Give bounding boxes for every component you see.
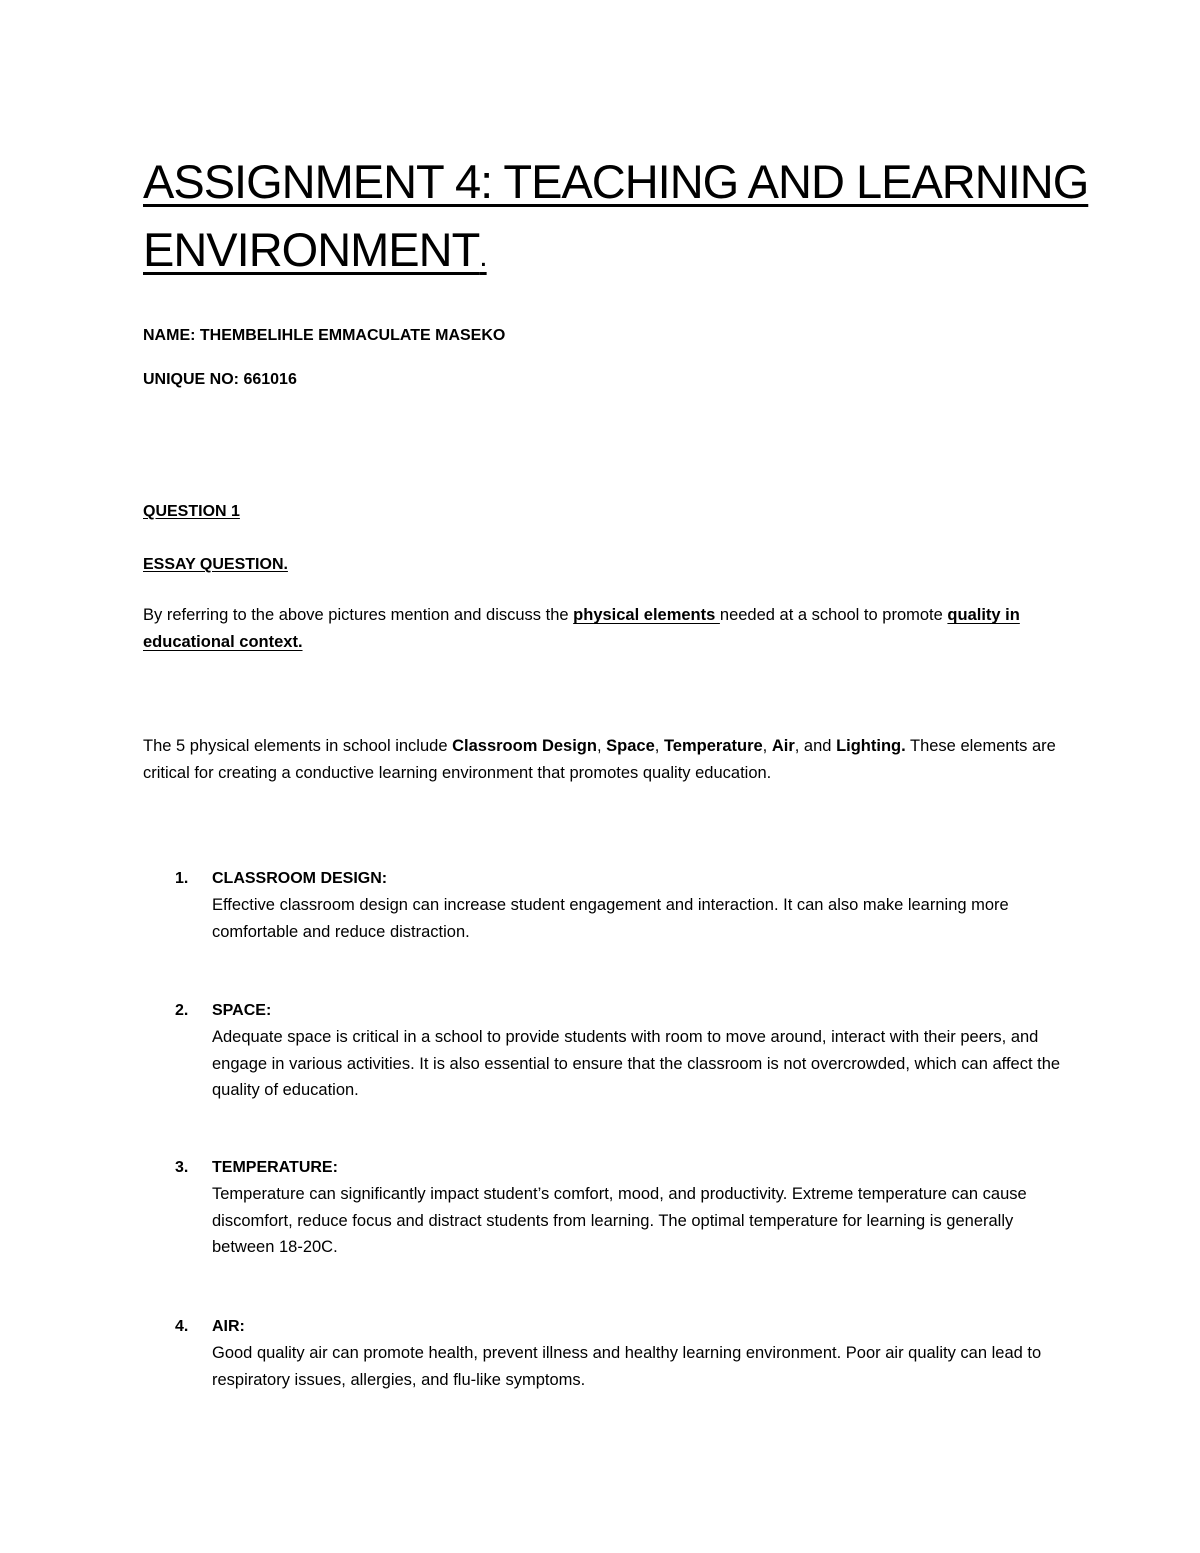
unique-number: UNIQUE NO: 661016 (143, 371, 297, 388)
intro-paragraph (143, 733, 1063, 786)
list-item-number: 3. (175, 1159, 189, 1176)
intro-text-start: The 5 physical elements in school include (143, 737, 453, 755)
question-label: QUESTION 1 (143, 503, 240, 520)
list-item-body: Good quality air can promote health, prevent illness and healthy learning environment. Poor air quality can lead to respiratory issues, allergies, and flu-like symptoms. (212, 1344, 1042, 1389)
title-line-2-text: ENVIRONMENT (143, 223, 480, 276)
intro-element-3: Temperature (663, 737, 763, 755)
prompt-emphasis-physical-elements: physical elements (573, 606, 720, 624)
question-prompt (143, 602, 1063, 655)
intro-text-end: These elements are critical for creating a conductive learning environment that promotes quality education. (143, 737, 1056, 782)
prompt-text-mid: needed at a school to promote (719, 606, 948, 624)
intro-element-2: Space (606, 737, 655, 755)
list-item-title: CLASSROOM DESIGN: (212, 870, 388, 887)
title-trailing-dot: . (479, 240, 487, 273)
list-item-body: Adequate space is critical in a school to provide students with room to move around, interact with their peers, and engage in various activities. It is also essential to ensure that the classroom is not overcrowded, which can affect the quality of education. (212, 1028, 1061, 1099)
title-line-2 (143, 216, 1093, 291)
list-item-number: 1. (175, 870, 189, 887)
list-item-title: AIR: (212, 1318, 245, 1335)
list-item-number: 2. (175, 1002, 189, 1019)
prompt-text-start: By referring to the above pictures mention and discuss the (143, 606, 574, 624)
intro-sep-2: , (654, 737, 664, 755)
document-title (143, 148, 1093, 291)
intro-element-5: Lighting. (836, 737, 906, 755)
student-name: NAME: THEMBELIHLE EMMACULATE MASEKO (143, 327, 506, 344)
intro-sep-3: , (762, 737, 772, 755)
list-item-body: Temperature can significantly impact student’s comfort, mood, and productivity. Extreme temperature can cause discomfort, reduce focus and distract students from learning. The optimal temperature for learning is generally between 18-20C. (212, 1185, 1027, 1256)
question-type: ESSAY QUESTION. (143, 556, 288, 573)
prompt-emphasis-quality: quality in educational context. (143, 606, 1020, 651)
list-item-body: Effective classroom design can increase student engagement and interaction. It can also make learning more comfortable and reduce distraction. (212, 896, 1009, 941)
intro-element-1: Classroom Design (452, 737, 597, 755)
list-item-title: SPACE: (212, 1002, 272, 1019)
list-item-number: 4. (175, 1318, 189, 1335)
title-line-1: ASSIGNMENT 4: TEACHING AND LEARNING (143, 155, 1089, 208)
list-item-title: TEMPERATURE: (212, 1159, 338, 1176)
intro-element-4: Air (771, 737, 795, 755)
intro-sep-1: , (596, 737, 607, 755)
intro-sep-4: , and (794, 737, 837, 755)
